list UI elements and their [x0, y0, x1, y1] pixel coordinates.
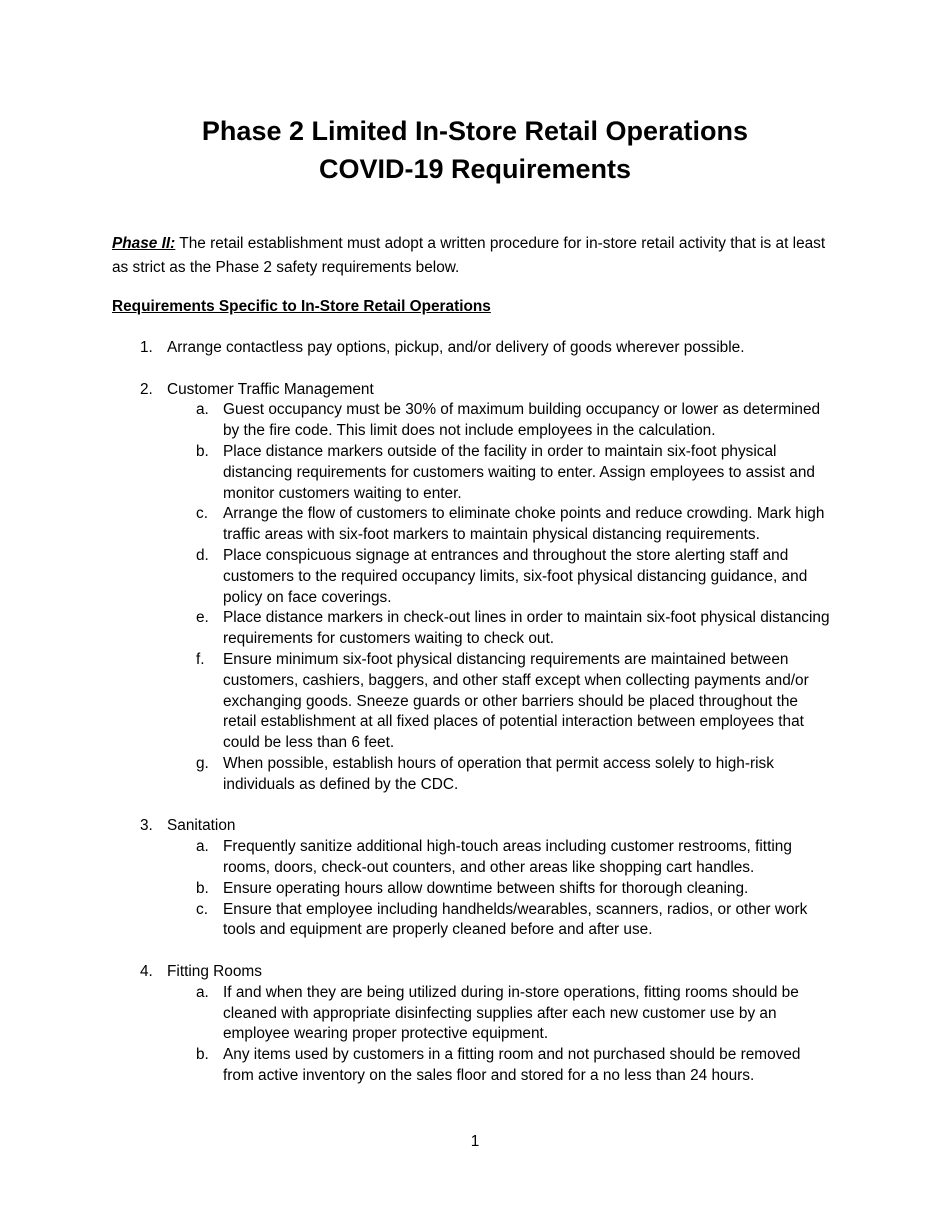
sub-item-letter: g. — [196, 754, 209, 772]
list-item-number: 3. — [140, 817, 153, 835]
sub-item-text: Place distance markers in check-out lines in order to maintain six-foot physical distancing requirements for customers waiting to check out. — [223, 609, 830, 648]
sub-item — [0, 400, 833, 442]
sub-item — [0, 983, 833, 1045]
sub-item — [0, 900, 833, 942]
list-item-number: 1. — [140, 339, 153, 356]
sub-item-text: Any items used by customers in a fitting room and not purchased should be removed from active inventory on the sales floor and stored for a no less than 24 hours. — [223, 1046, 801, 1084]
intro-lead: Phase II: — [112, 235, 176, 252]
sub-item-text: Guest occupancy must be 30% of maximum building occupancy or lower as determined by the fire code. This limit does not include employees in the calculation. — [223, 401, 821, 440]
sub-item-letter: b. — [196, 442, 209, 460]
requirements-list — [0, 338, 950, 1107]
list-item — [0, 816, 950, 941]
sub-item-letter: a. — [196, 983, 209, 1001]
sub-item-text: If and when they are being utilized during in-store operations, fitting rooms should be cleaned with appropriate disinfecting supplies after each new customer use by an employee wearing proper protective equipment. — [223, 983, 799, 1043]
sub-item-letter: b. — [196, 1046, 209, 1064]
sub-item-text: Place distance markers outside of the facility in order to maintain six-foot physical distancing requirements for customers waiting to enter. Assign employees to assist and monitor customers waiting to enter. — [223, 442, 815, 502]
list-item-text: Arrange contactless pay options, pickup, and/or delivery of goods wherever possible. — [167, 339, 745, 356]
sub-item-letter: d. — [196, 546, 209, 564]
sub-item-text: Frequently sanitize additional high-touch areas including customer restrooms, fitting rooms, doors, check-out counters, and other areas like shopping cart handles. — [223, 838, 792, 876]
list-item-row — [0, 338, 832, 359]
sub-item-text: When possible, establish hours of operation that permit access solely to high-risk individuals as defined by the CDC. — [223, 754, 774, 793]
document-title — [0, 112, 950, 188]
list-item-number: 2. — [140, 380, 153, 398]
list-item — [0, 962, 950, 1087]
sub-item-letter: b. — [196, 879, 209, 897]
sub-item — [0, 879, 833, 900]
sub-item-text: Ensure that employee including handhelds/wearables, scanners, radios, or other work tools and equipment are properly cleaned before and after use. — [223, 900, 808, 939]
intro-text: The retail establishment must adopt a written procedure for in-store retail activity that is at least as strict as the Phase 2 safety requirements below. — [112, 235, 826, 276]
title-line-1: Phase 2 Limited In-Store Retail Operations — [201, 116, 749, 146]
intro-paragraph — [112, 232, 832, 280]
list-item-row — [0, 962, 832, 983]
list-item — [0, 380, 950, 796]
sub-item-letter: a. — [196, 401, 209, 419]
list-item-text: Customer Traffic Management — [167, 380, 374, 398]
page-number: 1 — [470, 1133, 480, 1150]
sub-item — [0, 650, 833, 754]
list-item-number: 4. — [140, 962, 153, 980]
sub-item-text: Place conspicuous signage at entrances and throughout the store alerting staff and customers to the required occupancy limits, six-foot physical distancing guidance, and policy on face coverings. — [223, 546, 808, 606]
sub-item-letter: c. — [196, 900, 208, 918]
sub-item-letter: f. — [196, 650, 205, 668]
sub-item — [0, 837, 833, 879]
sub-item — [0, 504, 833, 546]
list-item-text: Sanitation — [167, 817, 236, 835]
sub-item — [0, 1045, 833, 1087]
sub-item-text: Arrange the flow of customers to eliminate choke points and reduce crowding. Mark high traffic areas with six-foot markers to maintain physical distancing requirements. — [223, 505, 825, 544]
sub-item-letter: e. — [196, 609, 209, 627]
sub-item-text: Ensure operating hours allow downtime between shifts for thorough cleaning. — [223, 879, 749, 897]
list-item-row — [0, 380, 832, 401]
list-item-row — [0, 816, 832, 837]
sub-item-letter: c. — [196, 505, 208, 523]
sub-item — [0, 546, 833, 608]
sub-item-text: Ensure minimum six-foot physical distancing requirements are maintained between customers, cashiers, baggers, and other staff except when collecting payments and/or exchanging goods. Sneeze guards or other barriers should be placed throughout the retail establishment at all fixed places of potential interaction between employees that could be less than 6 feet. — [223, 650, 809, 752]
sub-item — [0, 608, 833, 650]
list-item — [0, 338, 950, 359]
section-heading: Requirements Specific to In-Store Retail Operations — [112, 298, 491, 315]
list-item-text: Fitting Rooms — [167, 962, 262, 980]
sub-item — [0, 442, 833, 504]
sub-item-letter: a. — [196, 838, 209, 856]
sub-item — [0, 754, 833, 796]
title-line-2: COVID-19 Requirements — [318, 154, 632, 184]
